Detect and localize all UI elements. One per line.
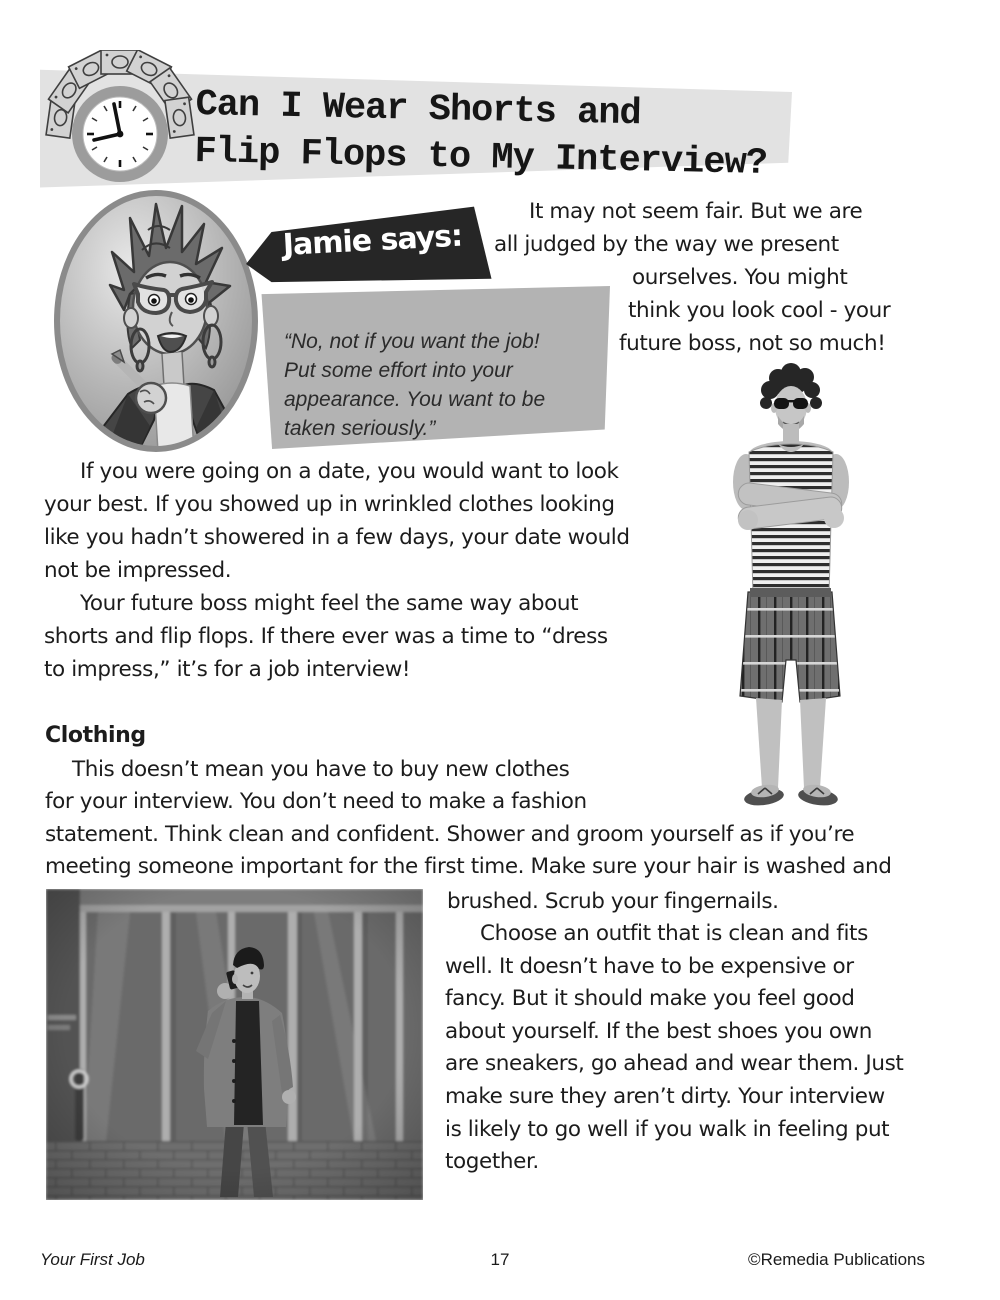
text-line: This doesn’t mean you have to buy new clothes (72, 757, 570, 782)
text-line: about yourself. If the best shoes you own (445, 1019, 873, 1044)
text-line: are sneakers, go ahead and wear them. Just (445, 1051, 904, 1076)
text-line: future boss, not so much! (619, 331, 886, 356)
jamie-avatar-illustration (54, 190, 258, 452)
jamie-says-label: Jamie says: (282, 218, 463, 263)
text-line: make sure they aren’t dirty. Your interview (445, 1084, 885, 1109)
walking-man-photo (46, 889, 423, 1200)
footer-copyright: ©Remedia Publications (748, 1250, 925, 1269)
text-line: ourselves. You might (632, 265, 848, 290)
text-line: think you look cool - your (628, 298, 891, 323)
text-line: Put some effort into your (284, 359, 513, 382)
text-line: statement. Think clean and confident. Shower and groom yourself as if you’re (45, 822, 855, 847)
text-line: “No, not if you want the job! (284, 330, 540, 353)
page-title-line1: Can I Wear Shorts and (195, 83, 642, 136)
text-line: It may not seem fair. But we are (529, 199, 863, 224)
text-line: like you hadn’t showered in a few days, your date would (44, 525, 630, 550)
text-line: all judged by the way we present (494, 232, 839, 257)
text-line: is likely to go well if you walk in feeling put (445, 1117, 890, 1142)
text-line: Your future boss might feel the same way about (80, 591, 579, 616)
text-line: not be impressed. (44, 558, 232, 583)
man-legs (756, 698, 826, 788)
casual-outfit-man-photo (708, 360, 868, 815)
clothing-heading: Clothing (45, 723, 146, 748)
text-line: to impress,” it’s for a job interview! (44, 657, 411, 682)
text-line: for your interview. You don’t need to make a fashion (45, 789, 587, 814)
text-line: well. It doesn’t have to be expensive or (445, 954, 854, 979)
page-title-line2: Flip Flops to My Interview? (194, 130, 768, 185)
text-line: your best. If you showed up in wrinkled clothes looking (44, 492, 615, 517)
text-line: shorts and flip flops. If there ever was a time to “dress (44, 624, 608, 649)
text-line: brushed. Scrub your fingernails. (447, 889, 779, 914)
footer-page-number: 17 (490, 1250, 510, 1269)
flip-flops-icon (743, 783, 839, 808)
text-line: taken seriously.” (284, 417, 436, 440)
text-line: Choose an outfit that is clean and fits (480, 921, 868, 946)
clock-icon (72, 86, 168, 182)
page-title (194, 82, 768, 188)
plaid-shorts (740, 592, 840, 702)
text-line: If you were going on a date, you would want to look (80, 459, 619, 484)
text-line: fancy. But it should make you feel good (445, 986, 855, 1011)
footer-book-title: Your First Job (40, 1250, 145, 1269)
text-line: appearance. You want to be (284, 388, 546, 411)
clock-money-icon (44, 50, 204, 192)
text-line: together. (445, 1149, 539, 1174)
text-line: meeting someone important for the first time. Make sure your hair is washed and (45, 854, 892, 879)
